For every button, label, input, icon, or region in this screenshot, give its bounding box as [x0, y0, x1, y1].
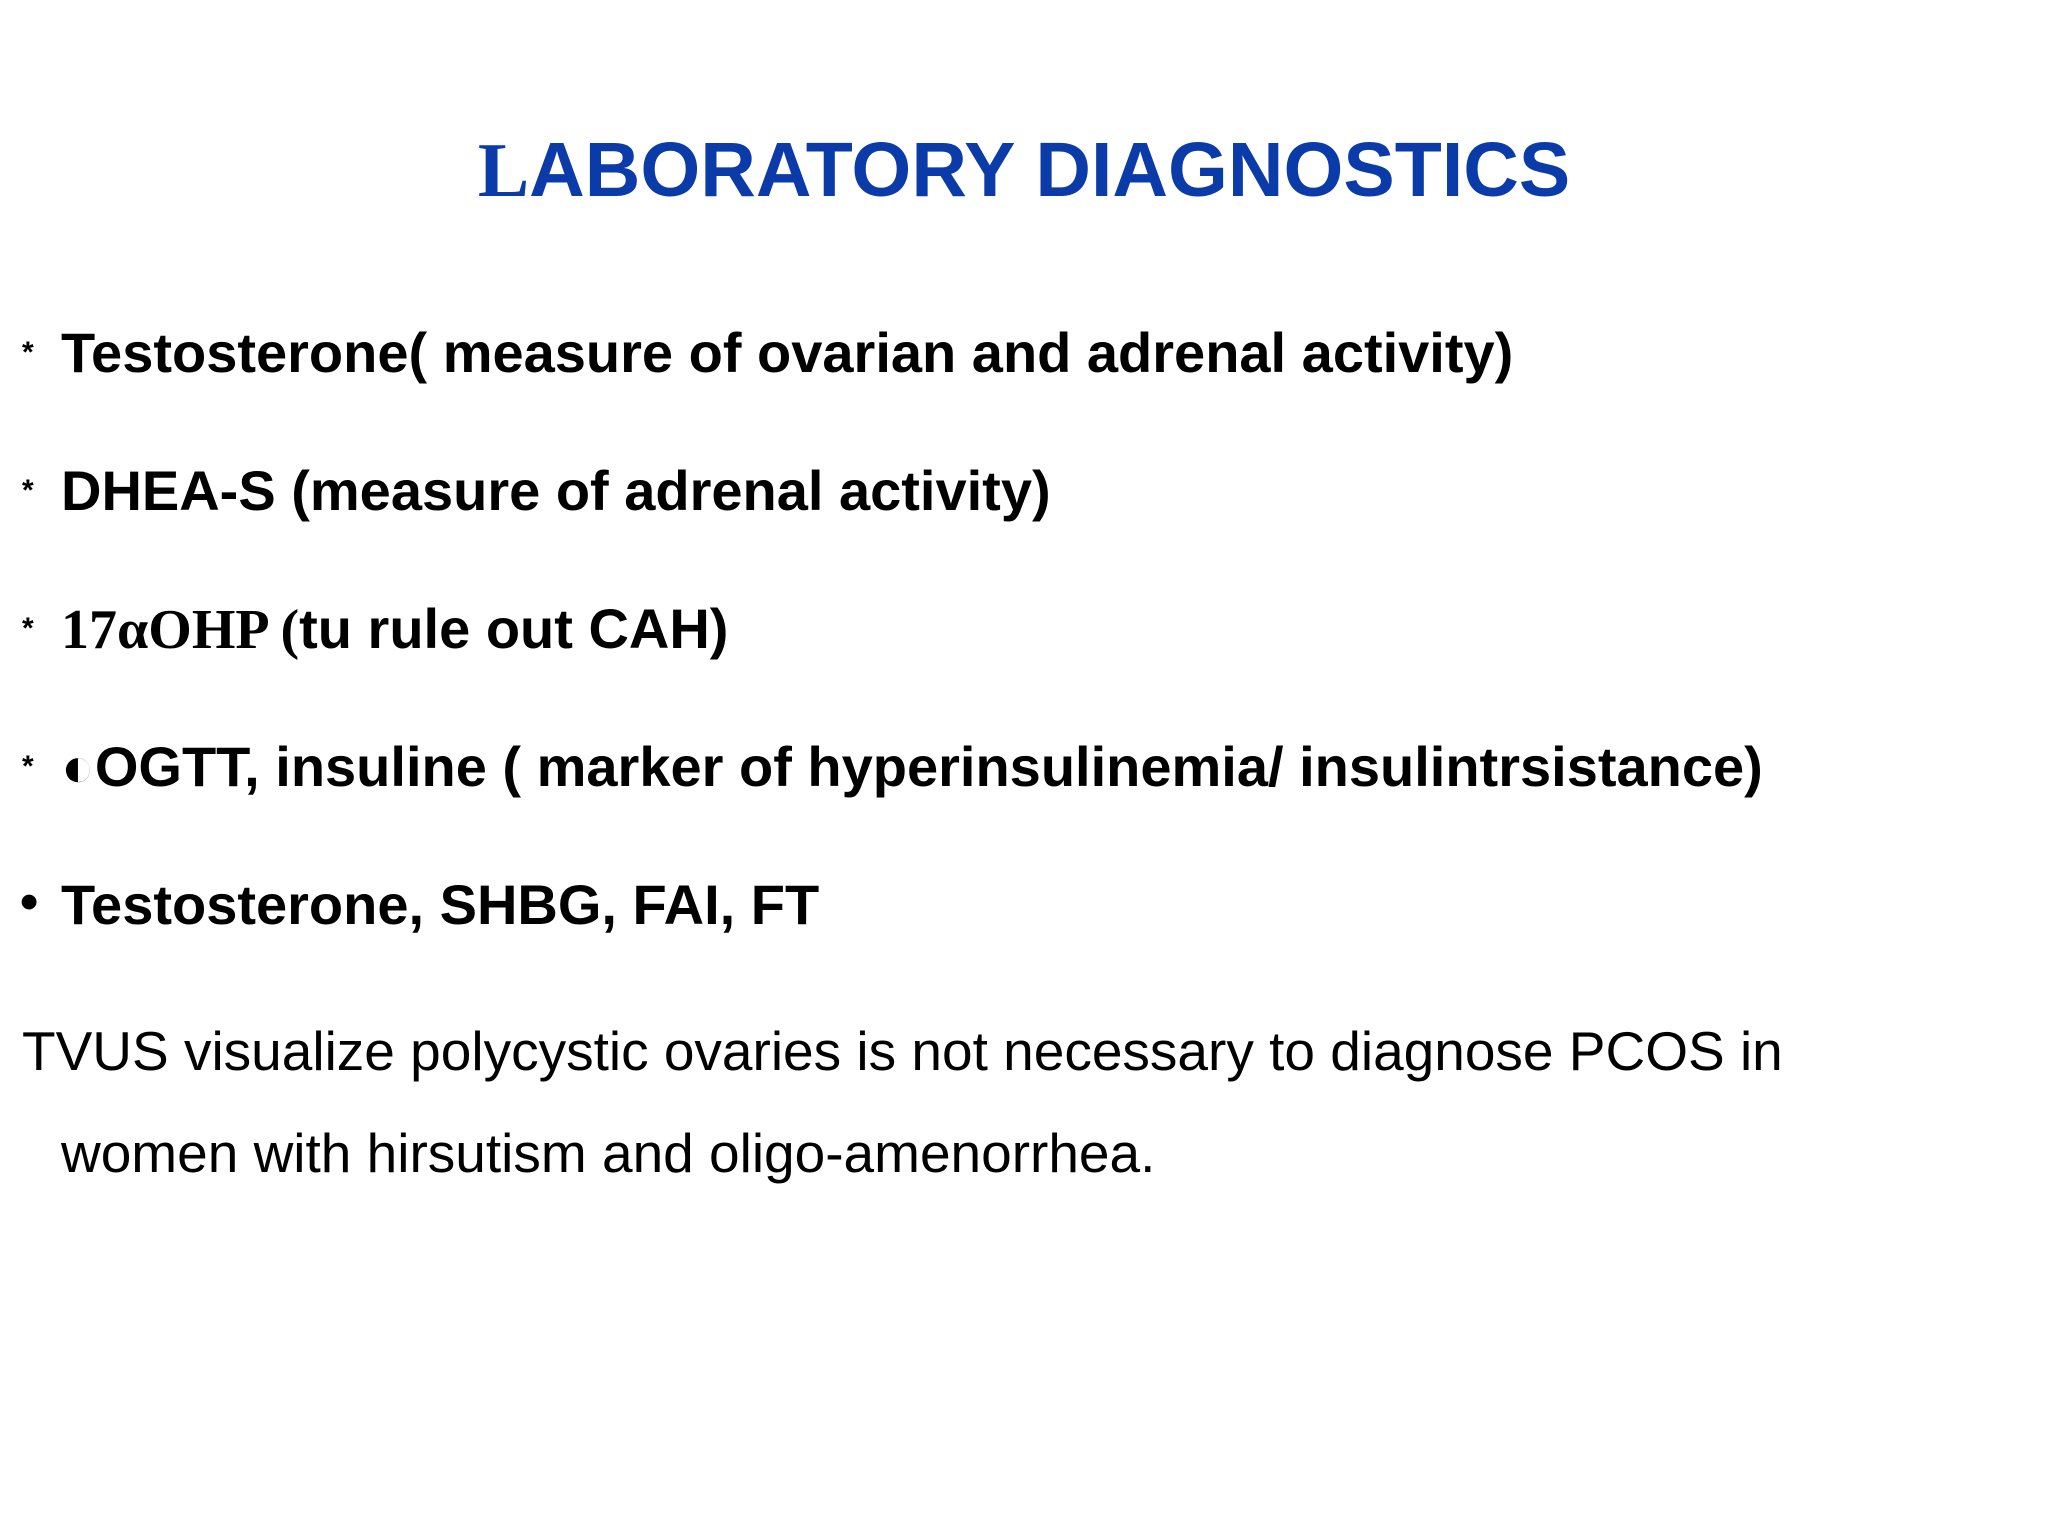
list-item-shbg [0, 870, 2048, 950]
asterisk-bullet-icon: * [22, 612, 34, 645]
list-item-text: DHEA-S (measure of adrenal activity) [61, 459, 1051, 522]
list-item-ogtt [0, 732, 2048, 812]
list-item-text: Testosterone( measure of ovarian and adrenal activity) [61, 321, 1514, 384]
list-item-testosterone [0, 318, 2048, 398]
dot-bullet-icon: • [20, 873, 39, 931]
paragraph-line-1: TVUS visualize polycystic ovaries is not necessary to diagnose PCOS in [22, 1020, 1783, 1082]
half-circle-icon: ◐ [61, 737, 95, 799]
list-item-text: Testosterone, SHBG, FAI, FT [61, 873, 820, 936]
list-item-serif-text: 17αOHP ( [61, 599, 300, 661]
slide-title-initial: L [477, 127, 530, 213]
list-item-text [61, 732, 1763, 803]
tvus-paragraph [22, 1000, 1982, 1204]
list-item-rest-text: OGTT, insuline ( marker of hyperinsulinemia/ insulintrsistance) [94, 735, 1763, 798]
list-item-text [61, 594, 728, 665]
slide-title-rest: ABORATORY DIAGNOSTICS [529, 127, 1571, 213]
asterisk-bullet-icon: * [22, 474, 34, 507]
list-item-17ohp [0, 594, 2048, 674]
list-item-dhea-s [0, 456, 2048, 536]
asterisk-bullet-icon: * [22, 336, 34, 369]
asterisk-bullet-icon: * [22, 750, 34, 783]
slide-title [0, 120, 2048, 220]
paragraph-line-2: women with hirsutism and oligo-amenorrhea. [61, 1122, 1156, 1184]
list-item-rest-text: tu rule out CAH) [299, 597, 729, 660]
